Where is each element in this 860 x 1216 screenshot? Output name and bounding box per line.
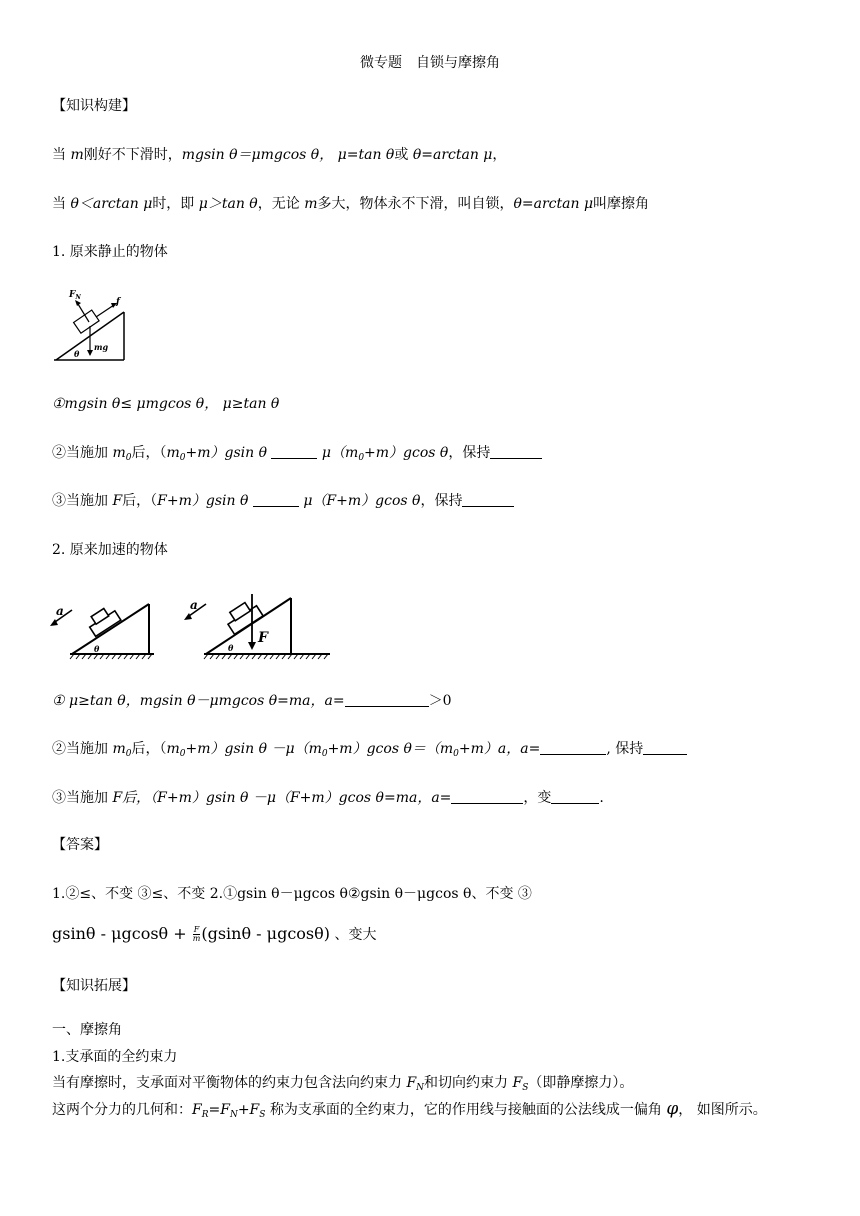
incline-accelerating-figure xyxy=(46,588,158,662)
ext-paragraph-2: 这两个分力的几何和：$F_R=F_N+F_S$ 称为支承面的全约束力，它的作用线与接触面的公法线成一偏角 φ， 如图所示。 xyxy=(52,1099,767,1120)
theta-label: θ xyxy=(94,644,100,654)
part2-item-1: ① μ≥tan θ，mgsin θ－μmgcos θ=ma，a= ＞0 xyxy=(52,693,452,709)
part1-item-3: ③当施加 F后，（F+m）gsin θ μ（F+m）gcos θ，保持 xyxy=(52,491,514,511)
answer-blank[interactable] xyxy=(490,444,542,459)
answer-blank[interactable] xyxy=(643,740,687,755)
section-heading-knowledge-ext: 【知识拓展】 xyxy=(52,978,136,994)
intro-line-1: 当 m刚好不下滑时，mgsin θ＝μmgcos θ， μ=tan θ或 θ=arctan μ， xyxy=(52,147,507,163)
fraction-f-over-m: $\frac{F}{m}$ xyxy=(192,925,201,943)
page-title: 微专题 自锁与摩擦角 xyxy=(360,55,500,71)
ext-heading-1: 一、摩擦角 xyxy=(52,1022,122,1038)
answer-blank[interactable] xyxy=(540,740,606,755)
ext-paragraph-1: 当有摩擦时，支承面对平衡物体的约束力包含法向约束力 $F_N$和切向约束力 $F_S$（即静摩擦力）。 xyxy=(52,1075,634,1093)
force-label: F xyxy=(258,630,268,646)
intro-line-2: 当 θ＜arctan μ时，即 μ＞tan θ，无论 m多大，物体永不下滑，叫自锁，θ=arctan μ叫摩擦角 xyxy=(52,196,650,212)
answer-blank[interactable] xyxy=(551,789,599,804)
answer-line-1: 1.②≤、不变 ③≤、不变 2.①gsin θ－μgcos θ②gsin θ－μgcos θ、不变 ③ xyxy=(52,886,532,902)
answer-blank[interactable] xyxy=(462,492,514,507)
part2-item-3: ③当施加 F后，（F+m）gsin θ －μ（F+m）gcos θ=ma，a= ，变 . xyxy=(52,790,604,806)
incline-accelerating-with-force-figure xyxy=(180,588,330,662)
acceleration-label: a xyxy=(56,604,64,618)
part1-item-1: ①mgsin θ≤ μmgcos θ， μ≥tan θ xyxy=(52,396,280,412)
theta-label: θ xyxy=(74,349,80,359)
part1-item-2: ②当施加 $m_0$后，$(m_0+m)gsin$ θ $\mu(m_0+m)gcos$ θ，保持 xyxy=(52,443,542,468)
answer-blank[interactable] xyxy=(451,789,523,804)
part2-heading: 2. 原来加速的物体 xyxy=(52,542,168,558)
section-heading-answer: 【答案】 xyxy=(52,837,108,853)
answer-blank[interactable] xyxy=(253,492,299,507)
acceleration-label: a xyxy=(190,598,198,612)
answer-blank[interactable] xyxy=(345,692,429,707)
answer-blank[interactable] xyxy=(271,444,317,459)
theta-label: θ xyxy=(228,643,234,653)
fn-label: $F_N$ xyxy=(69,290,81,301)
part1-heading: 1. 原来静止的物体 xyxy=(52,244,168,260)
part2-item-2: ②当施加 $m_0$后，$(m_0+m)gsin$ $\theta -\mu(m_0+m)gcos$ $\theta=(m_0+m)a$，a= , 保持 xyxy=(52,739,687,764)
friction-label: f xyxy=(116,297,120,307)
answer-line-2: gsinθ - μgcosθ + $\frac{F}{m}$ (gsinθ - μgcosθ) 、变大 xyxy=(52,924,377,943)
ext-heading-2: 1.支承面的全约束力 xyxy=(52,1049,178,1065)
section-heading-knowledge-build: 【知识构建】 xyxy=(52,98,136,114)
mg-label: mg xyxy=(94,342,109,352)
incline-static-figure xyxy=(52,282,142,364)
